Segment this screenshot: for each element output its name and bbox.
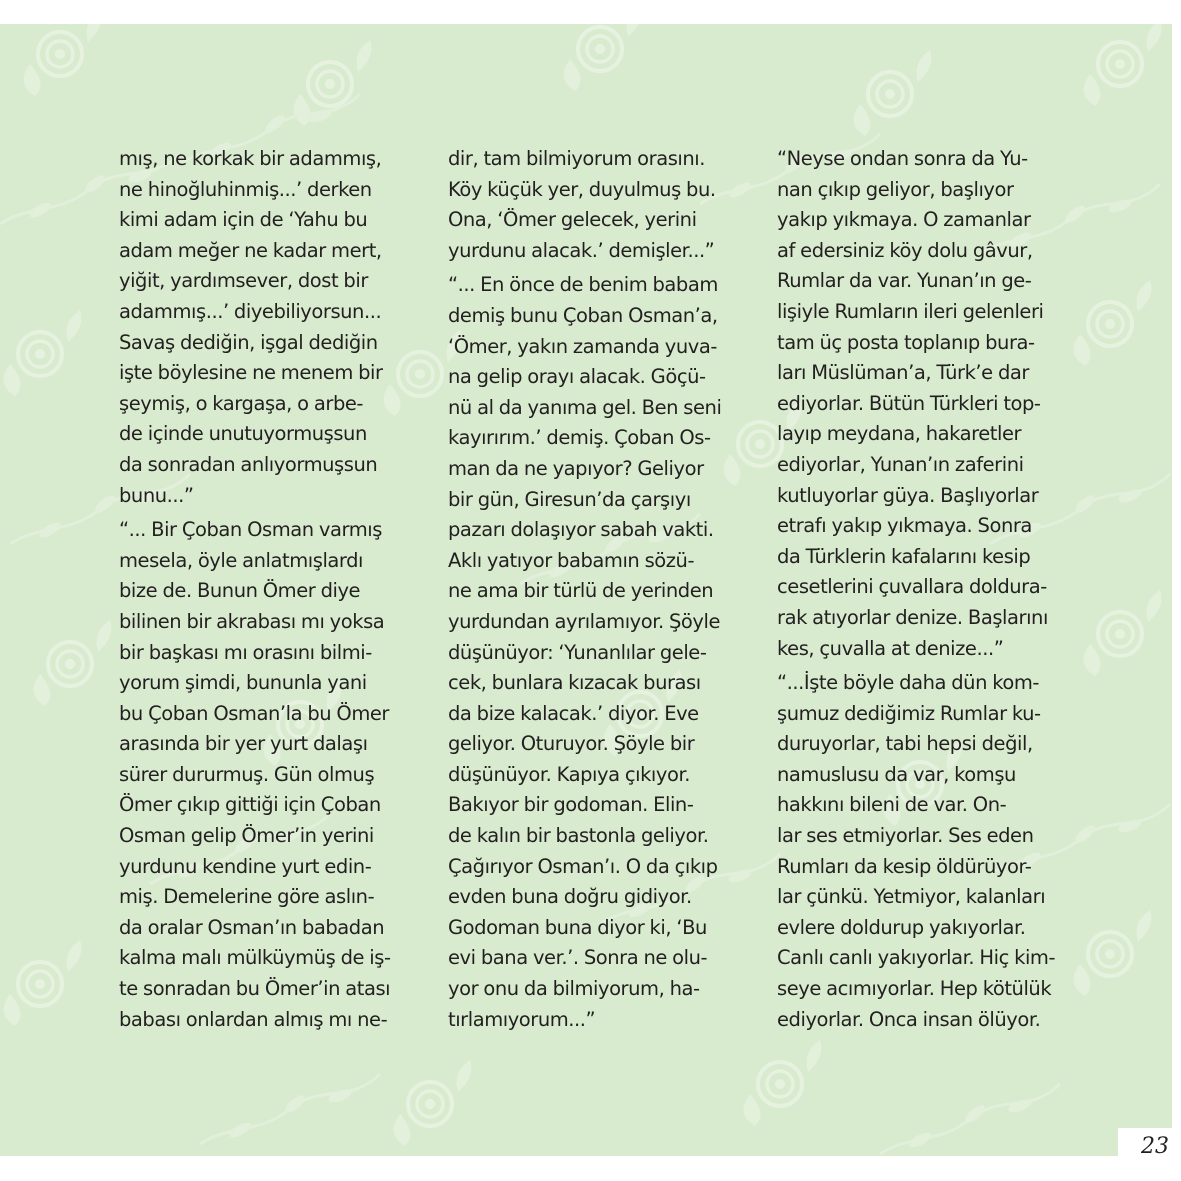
text-line: Aklı yatıyor babamın sözü- bbox=[448, 548, 695, 572]
text-line: lar ses etmiyorlar. Ses eden bbox=[777, 824, 1034, 848]
text-line: işte böylesine ne menem bir bbox=[119, 361, 383, 385]
text-line: man da ne yapıyor? Geliyor bbox=[448, 456, 704, 480]
text-line: na gelip orayı alacak. Göçü- bbox=[448, 365, 706, 389]
text-line: duruyorlar, tabi hepsi değil, bbox=[777, 732, 1033, 756]
text-line: nü al da yanıma gel. Ben seni bbox=[448, 395, 722, 419]
text-line: pazarı dolaşıyor sabah vakti. bbox=[448, 518, 714, 542]
text-line: da sonradan anlıyormuşsun bbox=[119, 452, 378, 476]
text-line: Godoman buna diyor ki, ‘Bu bbox=[448, 915, 707, 939]
text-column-3 bbox=[777, 144, 1064, 1039]
text-line: da Türklerin kafalarını kesip bbox=[777, 544, 1031, 568]
text-line: yurdundan ayrılamıyor. Şöyle bbox=[448, 609, 721, 633]
text-line: sürer dururmuş. Gün olmuş bbox=[119, 762, 375, 786]
text-line: arasında bir yer yurt dalaşı bbox=[119, 732, 368, 756]
text-line: ediyorlar. Onca insan ölüyor. bbox=[777, 1007, 1041, 1031]
text-line: da bize kalacak.’ diyor. Eve bbox=[448, 701, 699, 725]
paragraph bbox=[119, 515, 405, 1035]
text-line: evden buna doğru gidiyor. bbox=[448, 885, 692, 909]
text-line: adam meğer ne kadar mert, bbox=[119, 238, 382, 262]
text-line: “Neyse ondan sonra da Yu- bbox=[777, 147, 1028, 170]
text-line: kayırırım.’ demiş. Çoban Os- bbox=[448, 426, 711, 450]
text-line: seye acımıyorlar. Hep kötülük bbox=[777, 977, 1052, 1001]
text-line: de içinde unutuyormuşsun bbox=[119, 422, 367, 446]
text-line: dir, tam bilmiyorum orasını. bbox=[448, 147, 706, 170]
text-line: yiğit, yardımsever, dost bir bbox=[119, 269, 368, 293]
text-line: ediyorlar, Yunan’ın zaferini bbox=[777, 452, 1024, 476]
text-line: “... En önce de benim babam bbox=[448, 273, 718, 297]
text-line: “...İşte böyle daha dün kom- bbox=[777, 671, 1039, 695]
text-line: “... Bir Çoban Osman varmış bbox=[119, 518, 382, 542]
text-line: de kalın bir bastonla geliyor. bbox=[448, 824, 709, 848]
text-line: bilinen bir akrabası mı yoksa bbox=[119, 609, 385, 633]
text-line: ‘Ömer, yakın zamanda yuva- bbox=[448, 334, 717, 358]
text-line: layıp meydana, hakaretler bbox=[777, 422, 1022, 446]
text-line: yakıp yıkmaya. O zamanlar bbox=[777, 208, 1031, 232]
text-column-2 bbox=[448, 144, 735, 1039]
text-line: bu Çoban Osman’la bu Ömer bbox=[119, 701, 389, 725]
text-line: kes, çuvalla at denize...” bbox=[777, 636, 1004, 660]
text-line: Osman gelip Ömer’in yerini bbox=[119, 824, 374, 848]
text-line: bize de. Bunun Ömer diye bbox=[119, 579, 361, 603]
text-line: geliyor. Oturuyor. Şöyle bir bbox=[448, 732, 695, 756]
text-line: mış, ne korkak bir adammış, bbox=[119, 147, 382, 170]
text-line: şumuz dediğimiz Rumlar ku- bbox=[777, 701, 1041, 725]
paragraph bbox=[777, 668, 1064, 1035]
text-line: miş. Demelerine göre aslın- bbox=[119, 885, 375, 909]
text-line: yorum şimdi, bununla yani bbox=[119, 671, 367, 695]
text-line: şeymiş, o kargaşa, o arbe- bbox=[119, 391, 364, 415]
text-line: af edersiniz köy dolu gâvur, bbox=[777, 238, 1033, 262]
text-line: Ömer çıkıp gittiği için Çoban bbox=[119, 793, 381, 817]
text-line: hakkını bileni de var. On- bbox=[777, 793, 1007, 817]
text-line: yurdunu kendine yurt edin- bbox=[119, 854, 372, 878]
text-line: Rumlar da var. Yunan’ın ge- bbox=[777, 269, 1032, 293]
text-line: düşünüyor. Kapıya çıkıyor. bbox=[448, 762, 690, 786]
text-line: etrafı yakıp yıkmaya. Sonra bbox=[777, 514, 1032, 538]
text-line: demiş bunu Çoban Osman’a, bbox=[448, 303, 718, 327]
page-number: 23 bbox=[1141, 1134, 1169, 1159]
text-line: düşünüyor: ‘Yunanlılar gele- bbox=[448, 640, 707, 664]
text-line: kutluyorlar güya. Başlıyorlar bbox=[777, 483, 1039, 507]
text-line: cesetlerini çuvallara doldura- bbox=[777, 575, 1047, 599]
text-line: ne hinoğluhinmiş...’ derken bbox=[119, 177, 372, 201]
text-line: tam üç posta toplanıp bura- bbox=[777, 330, 1035, 354]
text-line: Ona, ‘Ömer gelecek, yerini bbox=[448, 208, 697, 232]
text-line: adammış...’ diyebiliyorsun... bbox=[119, 299, 382, 323]
text-line: cek, bunlara kızacak burası bbox=[448, 671, 701, 695]
text-line: da oralar Osman’ın babadan bbox=[119, 915, 385, 939]
text-line: bir gün, Giresun’da çarşıyı bbox=[448, 487, 691, 511]
text-line: mesela, öyle anlatmışlardı bbox=[119, 548, 364, 572]
text-line: kalma malı mülküymüş de iş- bbox=[119, 946, 391, 970]
green-floral-background bbox=[0, 24, 1172, 1156]
text-line: Canlı canlı yakıyorlar. Hiç kim- bbox=[777, 946, 1056, 970]
text-line: Rumları da kesip öldürüyor- bbox=[777, 854, 1032, 878]
text-line: tırlamıyorum...” bbox=[448, 1007, 596, 1031]
text-line: ları Müslüman’a, Türk’e dar bbox=[777, 361, 1029, 385]
page-number-box bbox=[1118, 1128, 1181, 1173]
text-line: ediyorlar. Bütün Türkleri top- bbox=[777, 391, 1041, 415]
text-line: babası onlardan almış mı ne- bbox=[119, 1007, 388, 1031]
text-line: yurdunu alacak.’ demişler...” bbox=[448, 238, 715, 262]
text-line: Bakıyor bir godoman. Elin- bbox=[448, 793, 694, 817]
text-line: lar çünkü. Yetmiyor, kalanları bbox=[777, 885, 1046, 909]
text-line: Köy küçük yer, duyulmuş bu. bbox=[448, 177, 716, 201]
text-line: bunu...” bbox=[119, 483, 194, 507]
text-line: namuslusu da var, komşu bbox=[777, 762, 1016, 786]
text-line: ne ama bir türlü de yerinden bbox=[448, 579, 714, 603]
paragraph bbox=[119, 144, 405, 511]
paragraph bbox=[777, 144, 1064, 664]
text-column-1 bbox=[119, 144, 405, 1039]
text-line: Çağırıyor Osman’ı. O da çıkıp bbox=[448, 854, 718, 878]
text-line: kimi adam için de ‘Yahu bu bbox=[119, 208, 368, 232]
text-line: bir başkası mı orasını bilmi- bbox=[119, 640, 372, 664]
text-line: nan çıkıp geliyor, başlıyor bbox=[777, 177, 1014, 201]
paragraph bbox=[448, 270, 735, 1035]
text-line: evlere doldurup yakıyorlar. bbox=[777, 915, 1026, 939]
page-bottom-margin bbox=[0, 1156, 1172, 1181]
text-line: evi bana ver.’. Sonra ne olu- bbox=[448, 946, 708, 970]
text-line: lişiyle Rumların ileri gelenleri bbox=[777, 299, 1044, 323]
paragraph bbox=[448, 144, 735, 266]
text-line: rak atıyorlar denize. Başlarını bbox=[777, 605, 1048, 629]
text-line: te sonradan bu Ömer’in atası bbox=[119, 977, 391, 1001]
text-line: Savaş dediğin, işgal dediğin bbox=[119, 330, 378, 354]
text-line: yor onu da bilmiyorum, ha- bbox=[448, 977, 700, 1001]
